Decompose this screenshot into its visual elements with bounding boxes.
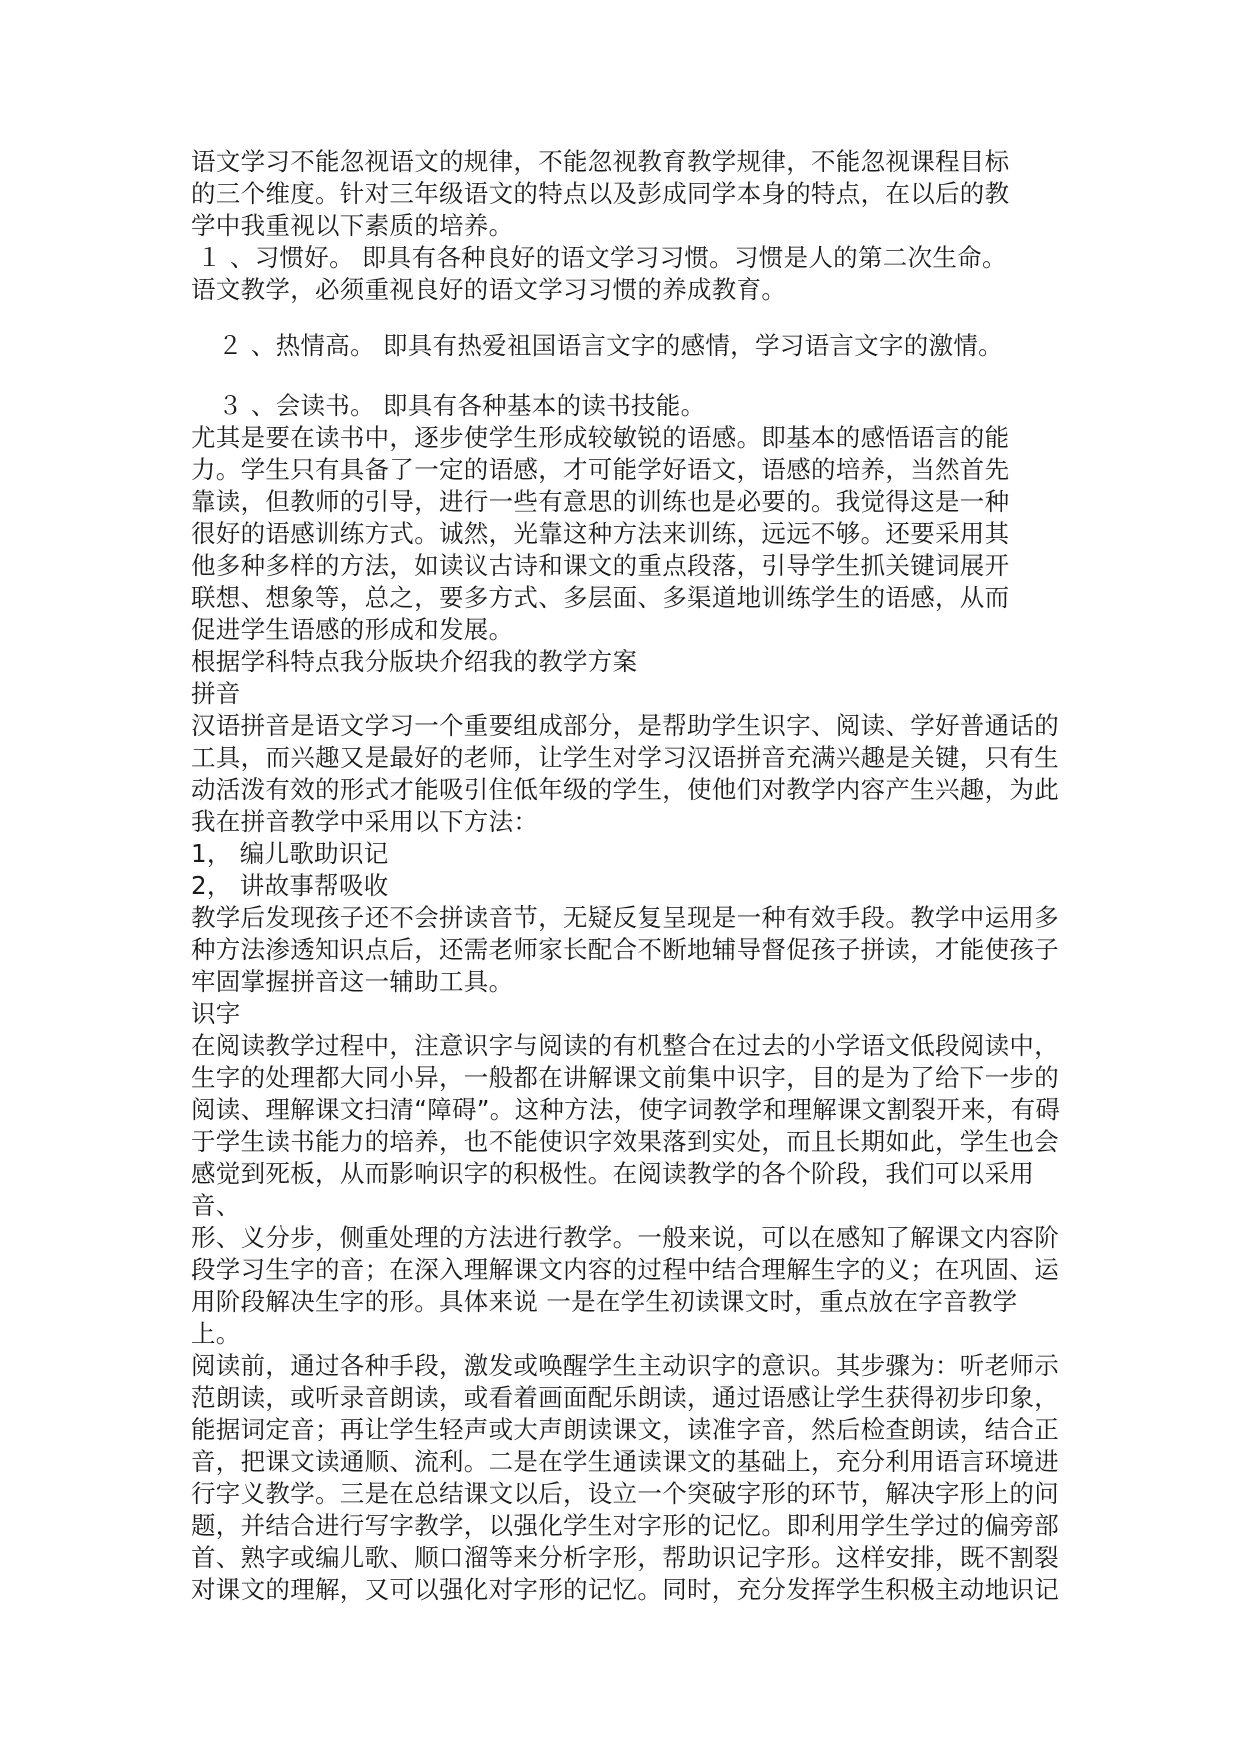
section-heading-literacy: 识字 xyxy=(191,999,241,1028)
section-heading-pinyin: 拼音 xyxy=(191,679,241,708)
intro-paragraph: 语文学习不能忽视语文的规律，不能忽视教育教学规律，不能忽视课程目标 的三个维度。针对三年级语文的特点以及彭成同学本身的特点，在以后的教 学中我重视以下素质的培养。 xyxy=(191,147,1010,240)
point-3-reading: ３ 、会读书。 即具有各种基本的读书技能。 xyxy=(218,391,706,420)
point-1-habits: １ 、习惯好。 即具有各种良好的语文学习习惯。习惯是人的第二次生命。 语文教学，必须重视良好的语文学习习惯的养成教育。 xyxy=(191,243,1007,304)
point-2-enthusiasm: ２ 、热情高。 即具有热爱祖国语言文字的感情，学习语言文字的激情。 xyxy=(218,331,1003,360)
pinyin-summary-paragraph: 教学后发现孩子还不会拼读音节，无疑反复呈现是一种有效手段。教学中运用多 种方法渗透知识点后，还需老师家长配合不断地辅导督促孩子拼读，才能使孩子 牢固掌握拼音这一辅助工具。 xyxy=(191,903,1059,996)
document-body xyxy=(191,146,1061,1606)
plan-intro-line: 根据学科特点我分版块介绍我的教学方案 xyxy=(191,647,638,676)
literacy-paragraph: 在阅读教学过程中，注意识字与阅读的有机整合在过去的小学语文低段阅读中， 生字的处理都大同小异，一般都在讲解课文前集中识字，目的是为了给下一步的 阅读、理解课文扫清“障碍”。这种方法，使字词教学和理解课文割裂开来，有碍 于学生读书能力的培养，也不能使识字效果落到实处，而且长期如此，学生也会 感觉到死板，从而影响识字的积极性。在阅读教学的各个阶段，我们可以采用音、 形、义分步，侧重处理的方法进行教学。一般来说，可以在感知了解课文内容阶 段学习生字的音；在深入理解课文内容的过程中结合理解生字的义；在巩固、运 用阶段解决生字的形。具体来说 一是在学生初读课文时，重点放在字音教学上。 阅读前，通过各种手段，激发或唤醒学生主动识字的意识。其步骤为：听老师示 范朗读，或听录音朗读，或看着画面配乐朗读，通过语感让学生获得初步印象， 能据词定音；再让学生轻声或大声朗读课文，读准字音，然后检查朗读，结合正 音，把课文读通顺、流利。二是在学生通读课文的基础上，充分利用语言环境进 行字义教学。三是在总结课文以后，设立一个突破字形的环节，解决字形上的问 题，并结合进行写字教学，以强化学生对字形的记忆。即利用学生学过的偏旁部 首、熟字或编儿歌、顺口溜等来分析字形，帮助识记字形。这样安排，既不割裂 对课文的理解，又可以强化对字形的记忆。同时，充分发挥学生积极主动地识记 xyxy=(191,1031,1061,1604)
pinyin-paragraph: 汉语拼音是语文学习一个重要组成部分，是帮助学生识字、阅读、学好普通话的 工具，而兴趣又是最好的老师，让学生对学习汉语拼音充满兴趣是关键，只有生 动活泼有效的形式才能吸引住低年级的学生，使他们对教学内容产生兴趣，为此 我在拼音教学中采用以下方法： xyxy=(191,711,1059,836)
pinyin-method-2: 2， 讲故事帮吸收 xyxy=(191,871,389,900)
language-sense-paragraph: 尤其是要在读书中，逐步使学生形成较敏锐的语感。即基本的感悟语言的能 力。学生只有具备了一定的语感，才可能学好语文，语感的培养，当然首先 靠读，但教师的引导，进行一些有意思的训练也是必要的。我觉得这是一种 很好的语感训练方式。诚然，光靠这种方法来训练，远远不够。还要采用其 他多种多样的方法，如读议古诗和课文的重点段落，引导学生抓关键词展开 联想、想象等，总之，要多方式、多层面、多渠道地训练学生的语感，从而 促进学生语感的形成和发展。 xyxy=(191,423,1010,644)
pinyin-method-1: 1， 编儿歌助识记 xyxy=(191,839,389,868)
